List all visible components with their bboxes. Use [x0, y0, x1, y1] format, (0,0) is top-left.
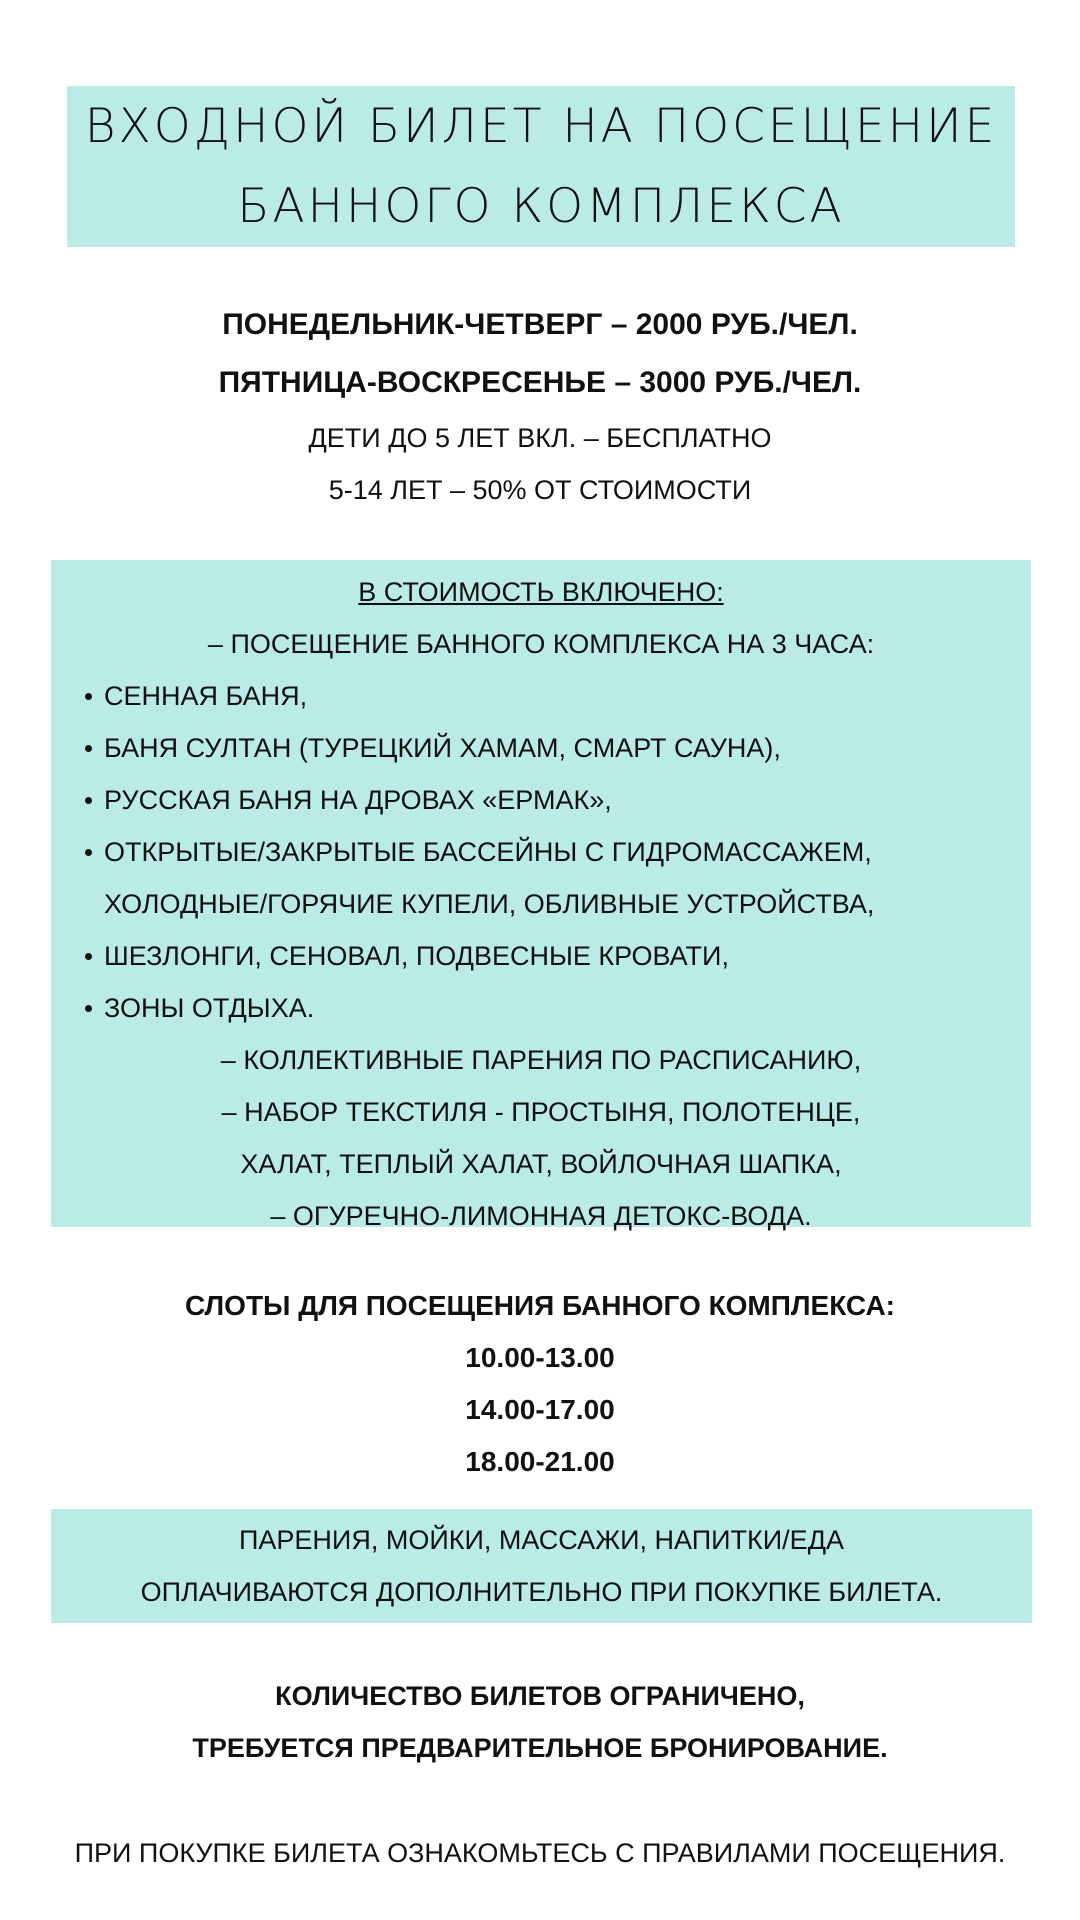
slot-time: 10.00-13.00 — [465, 1342, 615, 1373]
price-kids-half: 5-14 ЛЕТ – 50% ОТ СТОИМОСТИ — [328, 475, 752, 505]
list-item: СЕННАЯ БАНЯ, — [85, 670, 1031, 722]
included-steaming: – КОЛЛЕКТИВНЫЕ ПАРЕНИЯ ПО РАСПИСАНИЮ, — [220, 1045, 862, 1075]
title-line-1: ВХОДНОЙ БИЛЕТ НА ПОСЕЩЕНИЕ — [84, 98, 998, 154]
price-kids-free: ДЕТИ ДО 5 ЛЕТ ВКЛ. – БЕСПЛАТНО — [308, 423, 772, 453]
limit-notice — [0, 1670, 1080, 1774]
included-section — [51, 560, 1031, 1231]
limit-line-1: КОЛИЧЕСТВО БИЛЕТОВ ОГРАНИЧЕНО, — [275, 1681, 805, 1711]
slot-time: 18.00-21.00 — [465, 1446, 615, 1477]
included-heading: В СТОИМОСТЬ ВКЛЮЧЕНО: — [358, 577, 724, 607]
list-item: ЗОНЫ ОТДЫХА. — [85, 982, 1031, 1034]
footer-rules-notice: ПРИ ПОКУПКЕ БИЛЕТА ОЗНАКОМЬТЕСЬ С ПРАВИЛАМИ ПОСЕЩЕНИЯ. — [74, 1838, 1006, 1868]
list-item: РУССКАЯ БАНЯ НА ДРОВАХ «ЕРМАК», — [85, 774, 1031, 826]
title-banner — [67, 86, 1015, 247]
included-visit: – ПОСЕЩЕНИЕ БАННОГО КОМПЛЕКСА НА 3 ЧАСА: — [207, 629, 875, 659]
extra-line-2: ОПЛАЧИВАЮТСЯ ДОПОЛНИТЕЛЬНО ПРИ ПОКУПКЕ БИЛЕТА. — [140, 1577, 943, 1607]
list-item: ОТКРЫТЫЕ/ЗАКРЫТЫЕ БАССЕЙНЫ С ГИДРОМАССАЖЕМ, ХОЛОДНЫЕ/ГОРЯЧИЕ КУПЕЛИ, ОБЛИВНЫЕ УСТРОЙСТВА, — [85, 826, 965, 930]
list-item: ШЕЗЛОНГИ, СЕНОВАЛ, ПОДВЕСНЫЕ КРОВАТИ, — [85, 930, 1031, 982]
included-bullet-list — [51, 670, 1031, 1034]
list-item: БАНЯ СУЛТАН (ТУРЕЦКИЙ ХАМАМ, СМАРТ САУНА), — [85, 722, 1031, 774]
extra-line-1: ПАРЕНИЯ, МОЙКИ, МАССАЖИ, НАПИТКИ/ЕДА — [239, 1525, 844, 1555]
included-water: – ОГУРЕЧНО-ЛИМОННАЯ ДЕТОКС-ВОДА. — [270, 1201, 812, 1231]
slots-section — [0, 1280, 1080, 1488]
limit-line-2: ТРЕБУЕТСЯ ПРЕДВАРИТЕЛЬНОЕ БРОНИРОВАНИЕ. — [192, 1733, 888, 1763]
price-weekend: ПЯТНИЦА-ВОСКРЕСЕНЬЕ – 3000 РУБ./ЧЕЛ. — [218, 366, 862, 399]
slots-heading: СЛОТЫ ДЛЯ ПОСЕЩЕНИЯ БАННОГО КОМПЛЕКСА: — [185, 1290, 895, 1321]
included-textile-1: – НАБОР ТЕКСТИЛЯ - ПРОСТЫНЯ, ПОЛОТЕНЦЕ, — [221, 1097, 861, 1127]
included-textile-2: ХАЛАТ, ТЕПЛЫЙ ХАЛАТ, ВОЙЛОЧНАЯ ШАПКА, — [240, 1149, 842, 1179]
slot-time: 14.00-17.00 — [465, 1394, 615, 1425]
title-line-2: БАННОГО КОМПЛЕКСА — [237, 178, 845, 234]
prices-section — [0, 296, 1080, 516]
price-weekday: ПОНЕДЕЛЬНИК-ЧЕТВЕРГ – 2000 РУБ./ЧЕЛ. — [222, 308, 858, 341]
extra-payment-banner — [51, 1509, 1032, 1623]
